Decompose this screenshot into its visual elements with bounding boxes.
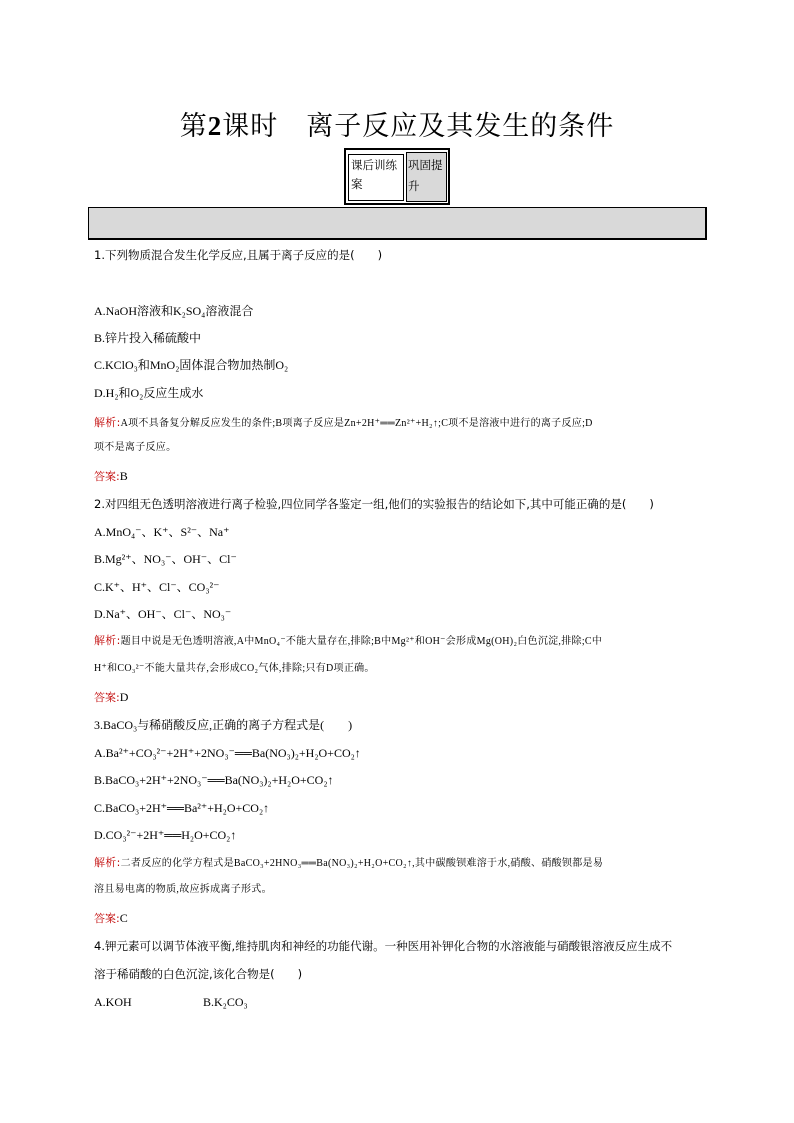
q2-explanation-line2: H⁺和CO₃²⁻不能大量共存,会形成CO₂气体,排除;只有D项正确。 [94,663,375,674]
q4-stem-line1: 4.钾元素可以调节体液平衡,维持肌肉和神经的功能代谢。一种医用补钾化合物的水溶液能与硝酸银溶液反应生成不 [94,939,673,953]
section-band [88,207,707,240]
q1-option-b: B.锌片投入稀硫酸中 [94,331,202,345]
q3-explanation-line2: 溶且易电离的物质,故应拆成离子形式。 [94,884,272,895]
q3-option-a: A.Ba²⁺+CO₃²⁻+2H⁺+2NO₃⁻══Ba(NO₃)₂+H₂O+CO₂↑ [94,746,361,760]
q1-answer: 答案:B [94,469,128,483]
explanation-label: 解析: [94,634,121,647]
q4-option-a: A.KOH [94,995,132,1009]
answer-label: 答案: [94,470,120,483]
q2-answer: 答案:D [94,690,129,704]
q4-stem-line2: 溶于稀硝酸的白色沉淀,该化合物是( ) [94,967,303,981]
q2-option-d: D.Na⁺、OH⁻、Cl⁻、NO₃⁻ [94,607,232,621]
explanation-label: 解析: [94,856,121,869]
tag-left-label: 课后训练案 [348,154,404,201]
q2-stem: 2.对四组无色透明溶液进行离子检验,四位同学各鉴定一组,他们的实验报告的结论如下,其中可能正确的是( ) [94,497,654,511]
q3-answer: 答案:C [94,911,128,925]
q1-explanation-line1: 解析:A项不具备复分解反应发生的条件;B项离子反应是Zn+2H⁺══Zn²⁺+H₂↑;C项不是溶液中进行的离子反应;D [94,416,593,429]
q1-option-a: A.NaOH溶液和K₂SO₄溶液混合 [94,304,254,318]
explanation-label: 解析: [94,416,121,429]
page-title: 第2课时 离子反应及其发生的条件 [179,111,615,142]
q3-option-d: D.CO₃²⁻+2H⁺══H₂O+CO₂↑ [94,828,237,842]
q1-stem: 1.下列物质混合发生化学反应,且属于离子反应的是( ) [94,248,383,262]
q3-option-b: B.BaCO₃+2H⁺+2NO₃⁻══Ba(NO₃)₂+H₂O+CO₂↑ [94,773,334,787]
q2-option-b: B.Mg²⁺、NO₃⁻、OH⁻、Cl⁻ [94,552,237,566]
answer-label: 答案: [94,912,120,925]
tag-right-label: 巩固提升 [406,152,447,202]
q1-option-c: C.KClO₃和MnO₂固体混合物加热制O₂ [94,358,289,372]
q2-explanation-line1: 解析:题目中说是无色透明溶液,A中MnO₄⁻不能大量存在,排除;B中Mg²⁺和OH⁻会形成Mg(OH)₂白色沉淀,排除;C中 [94,634,603,647]
q3-option-c: C.BaCO₃+2H⁺══Ba²⁺+H₂O+CO₂↑ [94,801,270,815]
answer-label: 答案: [94,691,120,704]
q1-explanation-line2: 项不是离子反应。 [94,442,177,453]
q2-option-a: A.MnO₄⁻、K⁺、S²⁻、Na⁺ [94,525,230,539]
q2-option-c: C.K⁺、H⁺、Cl⁻、CO₃²⁻ [94,580,220,594]
q3-stem: 3.BaCO₃与稀硝酸反应,正确的离子方程式是( ) [94,718,353,732]
q3-explanation-line1: 解析:二者反应的化学方程式是BaCO₃+2HNO₃══Ba(NO₃)₂+H₂O+CO₂↑,其中碳酸钡难溶于水,硝酸、硝酸钡都是易 [94,856,604,869]
section-tag [344,148,450,205]
q1-option-d: D.H₂和O₂反应生成水 [94,386,204,400]
q4-option-b: B.K₂CO₃ [203,995,248,1009]
